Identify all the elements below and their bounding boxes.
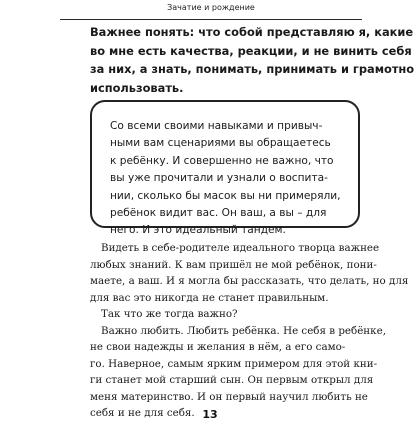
body-line: Видеть в себе-родителе идеального творца важнее: [101, 242, 380, 254]
lead-paragraph: [90, 23, 415, 97]
page-number: 13: [202, 408, 218, 421]
callout-text: [110, 118, 341, 240]
callout-box: [90, 100, 360, 237]
callout-line: него. И это идеальный тандем.: [110, 224, 286, 237]
body-line: не свои надежды и желания в нём, а его само-: [90, 341, 346, 353]
running-head-text: Зачатие и рождение: [167, 3, 255, 12]
body-line: ги станет мой старший сын. Он первым открыл для: [90, 374, 374, 386]
callout-line: Со всеми своими навыками и привыч-: [110, 120, 323, 132]
body-line: Важно любить. Любить ребёнка. Не себя в ребёнке,: [101, 324, 386, 337]
body-line: себя и не для себя.: [90, 407, 195, 419]
lead-line: использовать.: [90, 80, 184, 95]
body-line: маете, а ваш. И я могла бы рассказать, что делать, но для: [90, 275, 409, 287]
callout-line: нии, сколько бы масок вы ни примеряли,: [110, 189, 341, 202]
body-paragraphs: [90, 240, 409, 422]
callout-line: ными вам сценариями вы обращаетесь: [110, 137, 331, 150]
body-line: любых знаний. К вам пришёл не мой ребёнок, пони-: [90, 258, 377, 271]
body-line: го. Наверное, самым ярким примером для этой кни-: [90, 357, 378, 370]
callout-line: ребёнок видит вас. Он ваш, а вы – для: [110, 207, 327, 220]
body-line: меня материнство. И он первый научил любить не: [90, 390, 368, 403]
body-line: Так что же тогда важно?: [101, 308, 238, 320]
running-header: [60, 0, 362, 20]
lead-line: во мне есть качества, реакции, и не винить себя: [90, 43, 412, 58]
callout-line: к ребёнку. И совершенно не важно, что: [110, 154, 334, 167]
lead-line: за них, а знать, понимать, принимать и грамотно: [90, 62, 415, 77]
lead-line: Важнее понять: что собой представляю я, какие: [90, 25, 414, 39]
body-line: для вас это никогда не станет правильным.: [90, 291, 329, 304]
callout-line: вы уже прочитали и узнали о воспита-: [110, 172, 328, 185]
